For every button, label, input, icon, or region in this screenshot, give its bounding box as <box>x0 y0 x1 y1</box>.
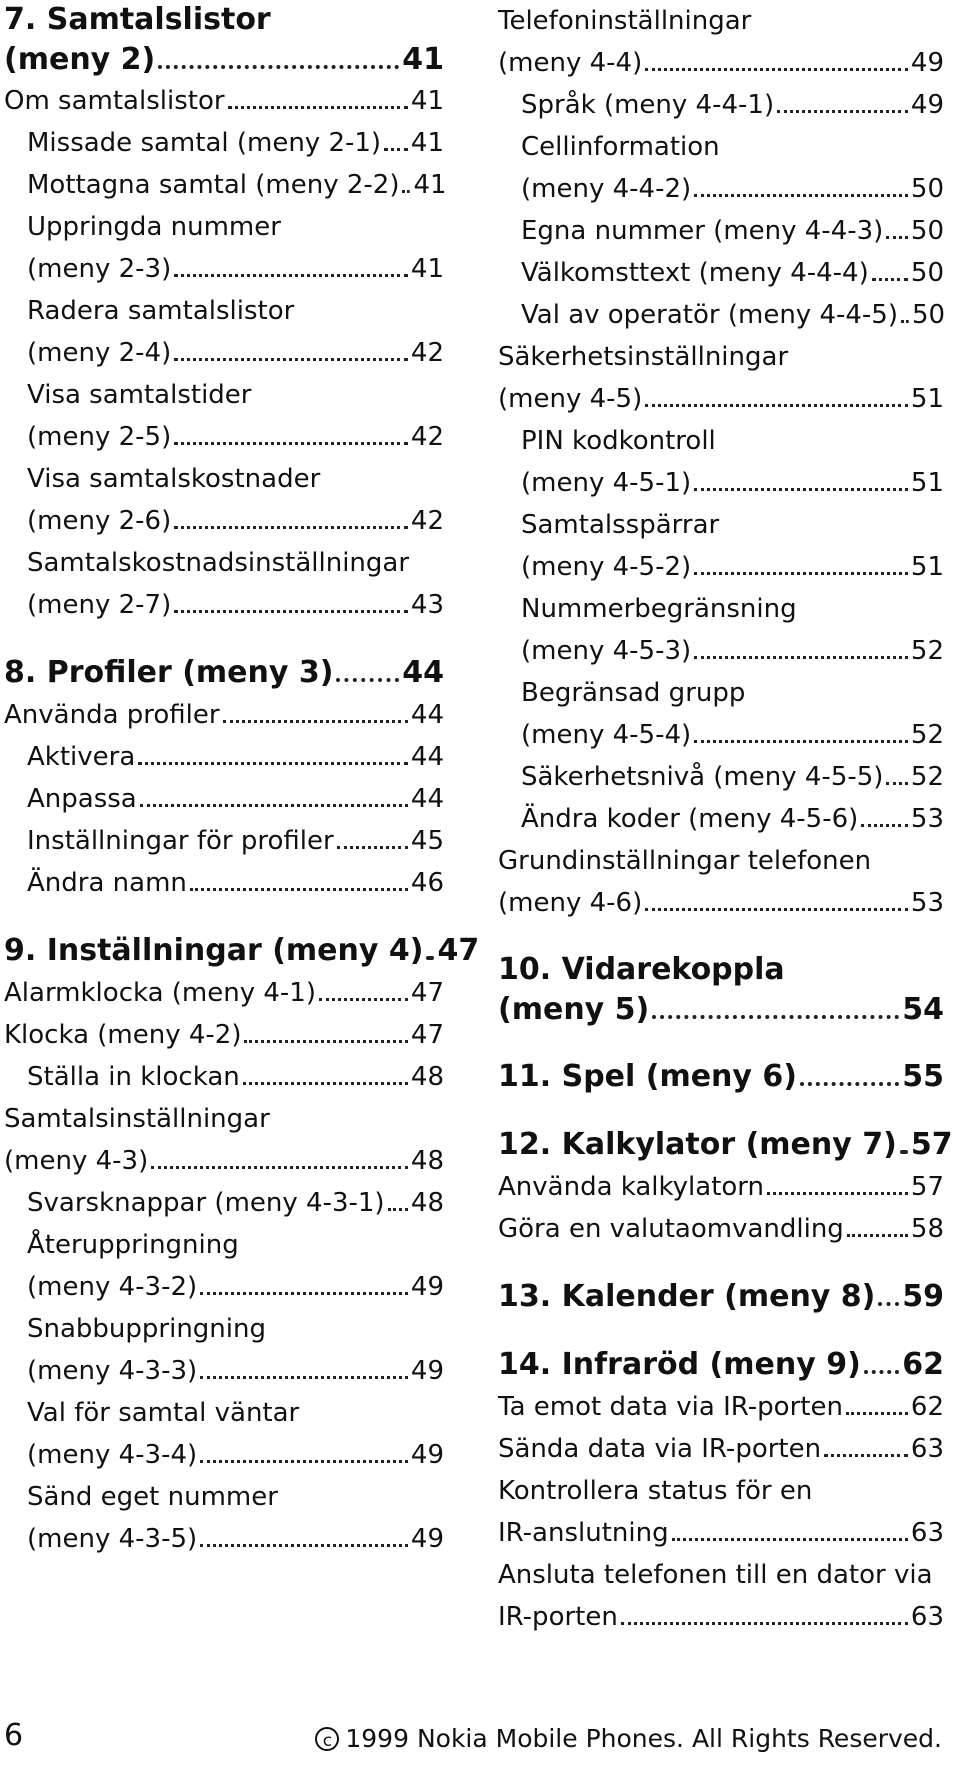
toc-entry-kontrollera-status[interactable]: IR-anslutning 63 <box>498 1518 944 1548</box>
toc-entry-ansluta-line1: Ansluta telefonen till en dator via <box>498 1560 933 1590</box>
toc-entry-samtalsinst-line1: Samtalsinställningar <box>4 1104 270 1134</box>
copyright-icon: c <box>315 1727 339 1751</box>
chapter-13-entry[interactable]: 13. Kalender (meny 8) 59 <box>498 1279 944 1314</box>
toc-entry-sakerhetsinstallningar[interactable]: (meny 4-5) 51 <box>498 384 944 414</box>
toc-entry-uppringda-line1: Uppringda nummer <box>27 212 281 242</box>
toc-entry-missade-samtal[interactable]: Missade samtal (meny 2-1) 41 <box>27 128 444 158</box>
toc-entry-ta-emot-data[interactable]: Ta emot data via IR-porten 62 <box>498 1392 944 1422</box>
toc-entry-visa-samtalskostnader[interactable]: (meny 2-6) 42 <box>27 506 444 536</box>
toc-left-column <box>4 0 480 1560</box>
chapter-12-entry[interactable]: 12. Kalkylator (meny 7) 57 <box>498 1127 953 1162</box>
toc-entry-kostnadsinst-line1: Samtalskostnadsinställningar <box>27 548 410 578</box>
toc-entry-aktivera[interactable]: Aktivera 44 <box>27 742 444 772</box>
toc-entry-ateruppringning-line1: Återuppringning <box>27 1230 239 1260</box>
toc-entry-andra-namn[interactable]: Ändra namn 46 <box>27 868 444 898</box>
toc-entry-svarsknappar[interactable]: Svarsknappar (meny 4-3-1) 48 <box>27 1188 444 1218</box>
toc-entry-val-vantar-line1: Val för samtal väntar <box>27 1398 300 1428</box>
toc-entry-val-av-operator[interactable]: Val av operatör (meny 4-4-5) 50 <box>521 300 946 330</box>
toc-entry-installningar-for-profiler[interactable]: Inställningar för profiler 45 <box>27 826 444 856</box>
toc-entry-alarmklocka[interactable]: Alarmklocka (meny 4-1) 47 <box>4 978 444 1008</box>
page-number: 6 <box>4 1718 24 1753</box>
toc-entry-stalla-in-klockan[interactable]: Ställa in klockan 48 <box>27 1062 444 1092</box>
chapter-9-entry[interactable]: 9. Inställningar (meny 4) 47 <box>4 933 480 968</box>
toc-entry-radera-samtalslistor[interactable]: (meny 2-4) 42 <box>27 338 444 368</box>
toc-entry-cellinformation[interactable]: (meny 4-4-2) 50 <box>521 174 944 204</box>
toc-entry-sprak[interactable]: Språk (meny 4-4-1) 49 <box>521 90 944 120</box>
toc-entry-samtalskostnadsinstallningar[interactable]: (meny 2-7) 43 <box>27 590 444 620</box>
toc-entry-ansluta-telefonen[interactable]: IR-porten 63 <box>498 1602 944 1632</box>
toc-entry-sand-eget-line1: Sänd eget nummer <box>27 1482 278 1512</box>
toc-entry-telefoninstallningar[interactable]: (meny 4-4) 49 <box>498 48 944 78</box>
toc-entry-anpassa[interactable]: Anpassa 44 <box>27 784 444 814</box>
toc-entry-grundinst-line1: Grundinställningar telefonen <box>498 846 872 876</box>
toc-entry-uppringda-nummer[interactable]: (meny 2-3) 41 <box>27 254 444 284</box>
toc-entry-samtalstider-line1: Visa samtalstider <box>27 380 252 410</box>
toc-entry-pin-line1: PIN kodkontroll <box>521 426 716 456</box>
toc-entry-sparrar-line1: Samtalsspärrar <box>521 510 720 540</box>
toc-entry-val-for-samtal-vantar[interactable]: (meny 4-3-4) 49 <box>27 1440 444 1470</box>
chapter-10-entry[interactable]: (meny 5) 54 <box>498 992 944 1027</box>
toc-entry-samtalskostnader-line1: Visa samtalskostnader <box>27 464 321 494</box>
toc-entry-sanda-data[interactable]: Sända data via IR-porten 63 <box>498 1434 944 1464</box>
toc-entry-sakerhetsniva[interactable]: Säkerhetsnivå (meny 4-5-5) 52 <box>521 762 944 792</box>
toc-entry-valutaomvandling[interactable]: Göra en valutaomvandling 58 <box>498 1214 944 1244</box>
toc-entry-pin-kodkontroll[interactable]: (meny 4-5-1) 51 <box>521 468 944 498</box>
page-footer <box>0 1718 960 1768</box>
toc-entry-visa-samtalstider[interactable]: (meny 2-5) 42 <box>27 422 444 452</box>
toc-entry-klocka[interactable]: Klocka (meny 4-2) 47 <box>4 1020 444 1050</box>
toc-entry-snabbuppringning-line1: Snabbuppringning <box>27 1314 266 1344</box>
toc-entry-begransad-grupp[interactable]: (meny 4-5-4) 52 <box>521 720 944 750</box>
chapter-8-entry[interactable]: 8. Profiler (meny 3) 44 <box>4 655 444 690</box>
toc-entry-om-samtalslistor[interactable]: Om samtalslistor 41 <box>4 86 444 116</box>
toc-right-column <box>498 0 953 1638</box>
toc-entry-samtalssparrar[interactable]: (meny 4-5-2) 51 <box>521 552 944 582</box>
toc-entry-sand-eget-nummer[interactable]: (meny 4-3-5) 49 <box>27 1524 444 1554</box>
toc-entry-sakerhetsinst-line1: Säkerhetsinställningar <box>498 342 789 372</box>
toc-entry-egna-nummer[interactable]: Egna nummer (meny 4-4-3) 50 <box>521 216 944 246</box>
toc-entry-radera-line1: Radera samtalslistor <box>27 296 295 326</box>
toc-entry-telefoninst-line1: Telefoninställningar <box>498 6 752 36</box>
toc-entry-snabbuppringning[interactable]: (meny 4-3-3) 49 <box>27 1356 444 1386</box>
toc-entry-samtalsinstallningar[interactable]: (meny 4-3) 48 <box>4 1146 444 1176</box>
chapter-7-entry[interactable]: (meny 2) 41 <box>4 42 444 77</box>
toc-entry-anvanda-profiler[interactable]: Använda profiler 44 <box>4 700 444 730</box>
toc-entry-kontrollera-line1: Kontrollera status för en <box>498 1476 813 1506</box>
toc-entry-begransad-line1: Begränsad grupp <box>521 678 746 708</box>
toc-entry-nummerbegransning[interactable]: (meny 4-5-3) 52 <box>521 636 944 666</box>
toc-entry-andra-koder[interactable]: Ändra koder (meny 4-5-6) 53 <box>521 804 944 834</box>
toc-entry-ateruppringning[interactable]: (meny 4-3-2) 49 <box>27 1272 444 1302</box>
toc-entry-cellinfo-line1: Cellinformation <box>521 132 720 162</box>
chapter-14-entry[interactable]: 14. Infraröd (meny 9) 62 <box>498 1347 944 1382</box>
chapter-10-title-line1: 10. Vidarekoppla <box>498 952 785 987</box>
toc-entry-valkomsttext[interactable]: Välkomsttext (meny 4-4-4) 50 <box>521 258 944 288</box>
copyright-notice <box>315 1724 942 1753</box>
toc-entry-mottagna-samtal[interactable]: Mottagna samtal (meny 2-2) 41 <box>27 170 447 200</box>
toc-entry-nummerbegr-line1: Nummerbegränsning <box>521 594 797 624</box>
toc-entry-grundinstallningar[interactable]: (meny 4-6) 53 <box>498 888 944 918</box>
chapter-11-entry[interactable]: 11. Spel (meny 6) 55 <box>498 1059 944 1094</box>
chapter-7-title-line1: 7. Samtalslistor <box>4 2 271 37</box>
copyright-text: 1999 Nokia Mobile Phones. All Rights Reserved. <box>345 1724 942 1753</box>
toc-entry-anvanda-kalkylatorn[interactable]: Använda kalkylatorn 57 <box>498 1172 944 1202</box>
